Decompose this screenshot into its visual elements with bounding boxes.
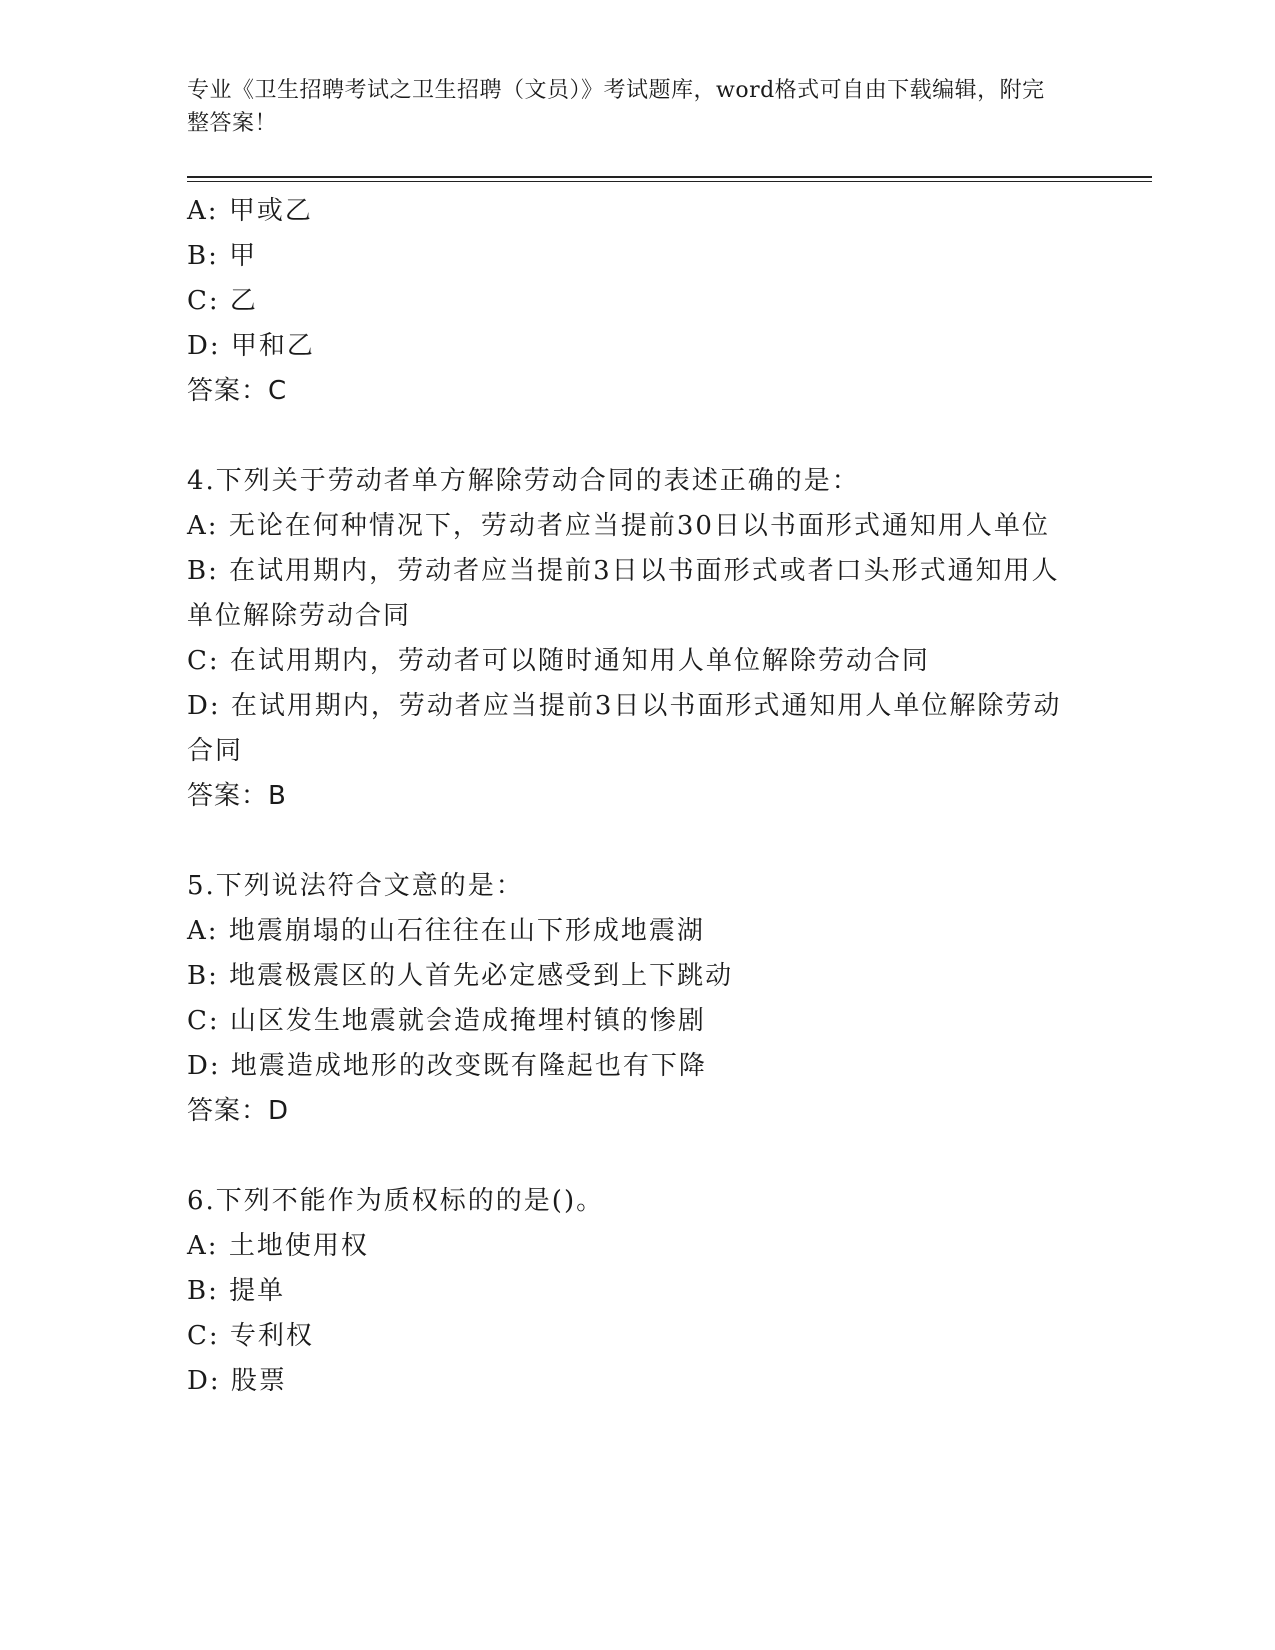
option-b: B: 提单 bbox=[187, 1276, 286, 1306]
header-rule-thick bbox=[187, 176, 1152, 178]
option-b: B: 在试用期内，劳动者应当提前3日以书面形式或者口头形式通知用人单位解除劳动合同 bbox=[187, 556, 1060, 631]
question-prev bbox=[187, 189, 1067, 414]
option-b: B: 地震极震区的人首先必定感受到上下跳动 bbox=[187, 961, 734, 991]
spacer bbox=[187, 414, 1067, 459]
option-a: A: 无论在何种情况下，劳动者应当提前30日以书面形式通知用人单位 bbox=[187, 511, 1050, 541]
option-b: B: 甲 bbox=[187, 241, 258, 271]
option-c: C: 在试用期内，劳动者可以随时通知用人单位解除劳动合同 bbox=[187, 646, 930, 676]
option-d: D: 甲和乙 bbox=[187, 331, 315, 361]
header-text: 专业《卫生招聘考试之卫生招聘（文员）》考试题库，word格式可自由下载编辑，附完整答案！ bbox=[187, 78, 1045, 136]
spacer bbox=[187, 819, 1067, 864]
spacer bbox=[187, 1134, 1067, 1179]
option-c: C: 乙 bbox=[187, 286, 258, 316]
question-stem: 4.下列关于劳动者单方解除劳动合同的表述正确的是： bbox=[187, 466, 860, 496]
question-4 bbox=[187, 459, 1067, 819]
option-d: D: 股票 bbox=[187, 1366, 287, 1396]
option-d: D: 地震造成地形的改变既有隆起也有下降 bbox=[187, 1051, 707, 1081]
question-5 bbox=[187, 864, 1067, 1134]
question-list bbox=[187, 189, 1067, 1404]
option-d: D: 在试用期内，劳动者应当提前3日以书面形式通知用人单位解除劳动合同 bbox=[187, 691, 1062, 766]
question-6 bbox=[187, 1179, 1067, 1404]
option-c: C: 山区发生地震就会造成掩埋村镇的惨剧 bbox=[187, 1006, 706, 1036]
question-stem: 5.下列说法符合文意的是： bbox=[187, 871, 524, 901]
option-a: A: 土地使用权 bbox=[187, 1231, 369, 1261]
answer-line: 答案：D bbox=[187, 1096, 290, 1126]
option-a: A: 甲或乙 bbox=[187, 196, 313, 226]
answer-line: 答案：C bbox=[187, 376, 288, 406]
header-rule-thin bbox=[187, 181, 1152, 182]
question-stem: 6.下列不能作为质权标的的是()。 bbox=[187, 1186, 605, 1216]
document-header bbox=[187, 74, 1067, 140]
option-c: C: 专利权 bbox=[187, 1321, 314, 1351]
answer-line: 答案：B bbox=[187, 781, 287, 811]
option-a: A: 地震崩塌的山石往往在山下形成地震湖 bbox=[187, 916, 705, 946]
